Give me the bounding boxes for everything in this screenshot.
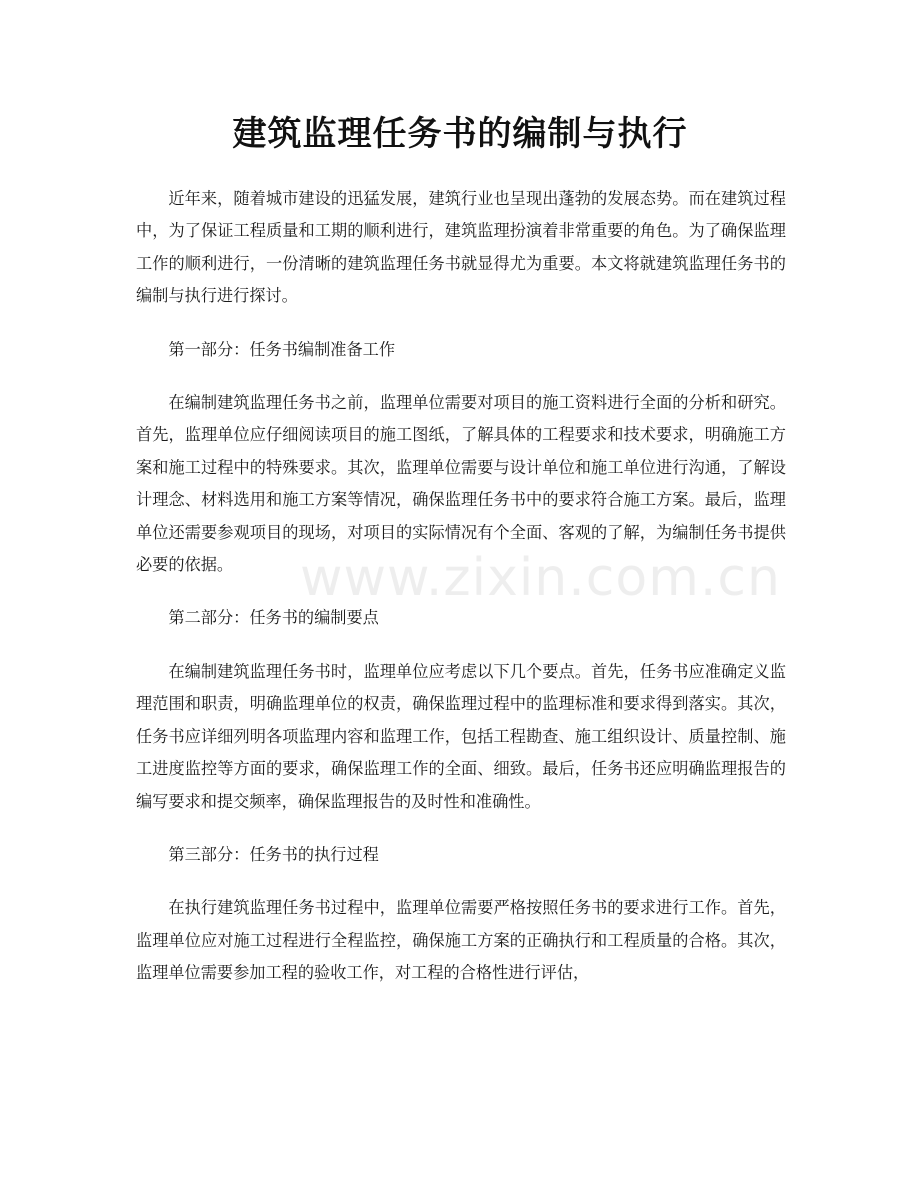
section-heading-3: 第三部分：任务书的执行过程 [168,844,379,864]
section-body-3: 在执行建筑监理任务书过程中，监理单位需要严格按照任务书的要求进行工作。首先，监理单位应对施工过程进行全程监控，确保施工方案的正确执行和工程质量的合格。其次，监理单位需要参加工程的验收工作，对工程的合格性进行评估， [136,898,786,983]
section-heading-2: 第二部分：任务书的编制要点 [168,608,379,628]
section-heading-1: 第一部分：任务书编制准备工作 [168,339,396,359]
watermark-text: www.zixin.com.cn [300,548,781,608]
section-body-1: 在编制建筑监理任务书之前，监理单位需要对项目的施工资料进行全面的分析和研究。首先，监理单位应仔细阅读项目的施工图纸，了解具体的工程要求和技术要求，明确施工方案和施工过程中的特殊要求。其次，监理单位需要与设计单位和施工单位进行沟通，了解设计理念、材料选用和施工方案等情况，确保监理任务书中的要求符合施工方案。最后，监理单位还需要参观项目的现场，对项目的实际情况有个全面、客观的了解，为编制任务书提供必要的依据。 [136,393,786,575]
document-body [136,183,786,1011]
section-body-2: 在编制建筑监理任务书时，监理单位应考虑以下几个要点。首先，任务书应准确定义监理范围和职责，明确监理单位的权责，确保监理过程中的监理标准和要求得到落实。其次，任务书应详细列明各项监理内容和监理工作，包括工程勘查、施工组织设计、质量控制、施工进度监控等方面的要求，确保监理工作的全面、细致。最后，任务书还应明确监理报告的编写要求和提交频率，确保监理报告的及时性和准确性。 [136,661,786,811]
document-title: 建筑监理任务书的编制与执行 [232,114,688,154]
intro-paragraph: 近年来，随着城市建设的迅猛发展，建筑行业也呈现出蓬勃的发展态势。而在建筑过程中，为了保证工程质量和工期的顺利进行，建筑监理扮演着非常重要的角色。为了确保监理工作的顺利进行，一份清晰的建筑监理任务书就显得尤为重要。本文将就建筑监理任务书的编制与执行进行探讨。 [136,189,786,306]
